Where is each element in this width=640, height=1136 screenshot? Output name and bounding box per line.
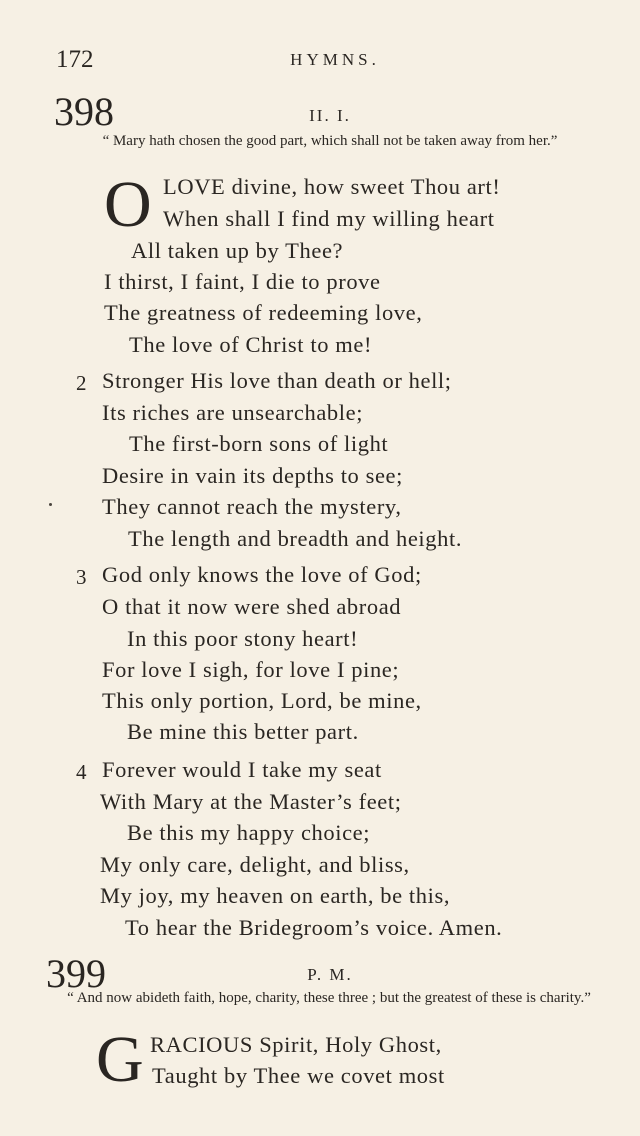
verse-number: 4 bbox=[76, 760, 87, 784]
verse-line: My only care, delight, and bliss, bbox=[100, 852, 410, 877]
verse-line: O that it now were shed abroad bbox=[102, 594, 402, 619]
drop-cap: G bbox=[96, 1023, 144, 1096]
drop-cap: O bbox=[104, 168, 152, 241]
verse-line: Stronger His love than death or hell; bbox=[102, 368, 452, 393]
hymn-number: 399 bbox=[46, 951, 106, 996]
verse-number: 3 bbox=[76, 565, 87, 589]
verse-line: For love I sigh, for love I pine; bbox=[102, 657, 400, 682]
verse-line: The first-born sons of light bbox=[129, 431, 389, 456]
verse-line: With Mary at the Master’s feet; bbox=[100, 789, 402, 814]
verse-line: This only portion, Lord, be mine, bbox=[102, 688, 422, 713]
verse-line: RACIOUS Spirit, Holy Ghost, bbox=[150, 1032, 442, 1057]
verse-line: Forever would I take my seat bbox=[102, 757, 382, 782]
verse-line: They cannot reach the mystery, bbox=[102, 494, 402, 519]
verse-line: Be this my happy choice; bbox=[127, 820, 371, 845]
page-number: 172 bbox=[56, 46, 94, 73]
verse-line: Its riches are unsearchable; bbox=[102, 400, 364, 425]
verse-line: All taken up by Thee? bbox=[131, 238, 344, 263]
verse-line: The love of Christ to me! bbox=[129, 332, 373, 357]
hymn-epigraph: “ And now abideth faith, hope, charity, these three ; but the greatest of these is charity.” bbox=[67, 990, 591, 1006]
hymn-epigraph: “ Mary hath chosen the good part, which shall not be taken away from her.” bbox=[102, 133, 558, 149]
verse-line: The length and breadth and height. bbox=[128, 526, 463, 551]
verse-line: The greatness of redeeming love, bbox=[104, 300, 423, 325]
verse-line: Taught by Thee we covet most bbox=[152, 1063, 445, 1088]
hymn-number: 398 bbox=[54, 89, 114, 134]
verse-line: My joy, my heaven on earth, be this, bbox=[100, 883, 451, 908]
running-title: HYMNS. bbox=[290, 50, 380, 69]
verse-line: To hear the Bridegroom’s voice. Amen. bbox=[125, 915, 503, 940]
verse-line: Desire in vain its depths to see; bbox=[102, 463, 403, 488]
verse-line: When shall I find my willing heart bbox=[163, 206, 495, 231]
hymn-meter: P. M. bbox=[307, 965, 353, 984]
verse-line: LOVE divine, how sweet Thou art! bbox=[163, 174, 501, 199]
verse-line: In this poor stony heart! bbox=[127, 626, 359, 651]
ink-speck bbox=[49, 503, 52, 506]
verse-line: I thirst, I faint, I die to prove bbox=[104, 269, 381, 294]
verse-line: God only knows the love of God; bbox=[102, 562, 422, 587]
verse-line: Be mine this better part. bbox=[127, 719, 359, 744]
hymn-meter: II. I. bbox=[309, 106, 351, 125]
verse-number: 2 bbox=[76, 371, 87, 395]
